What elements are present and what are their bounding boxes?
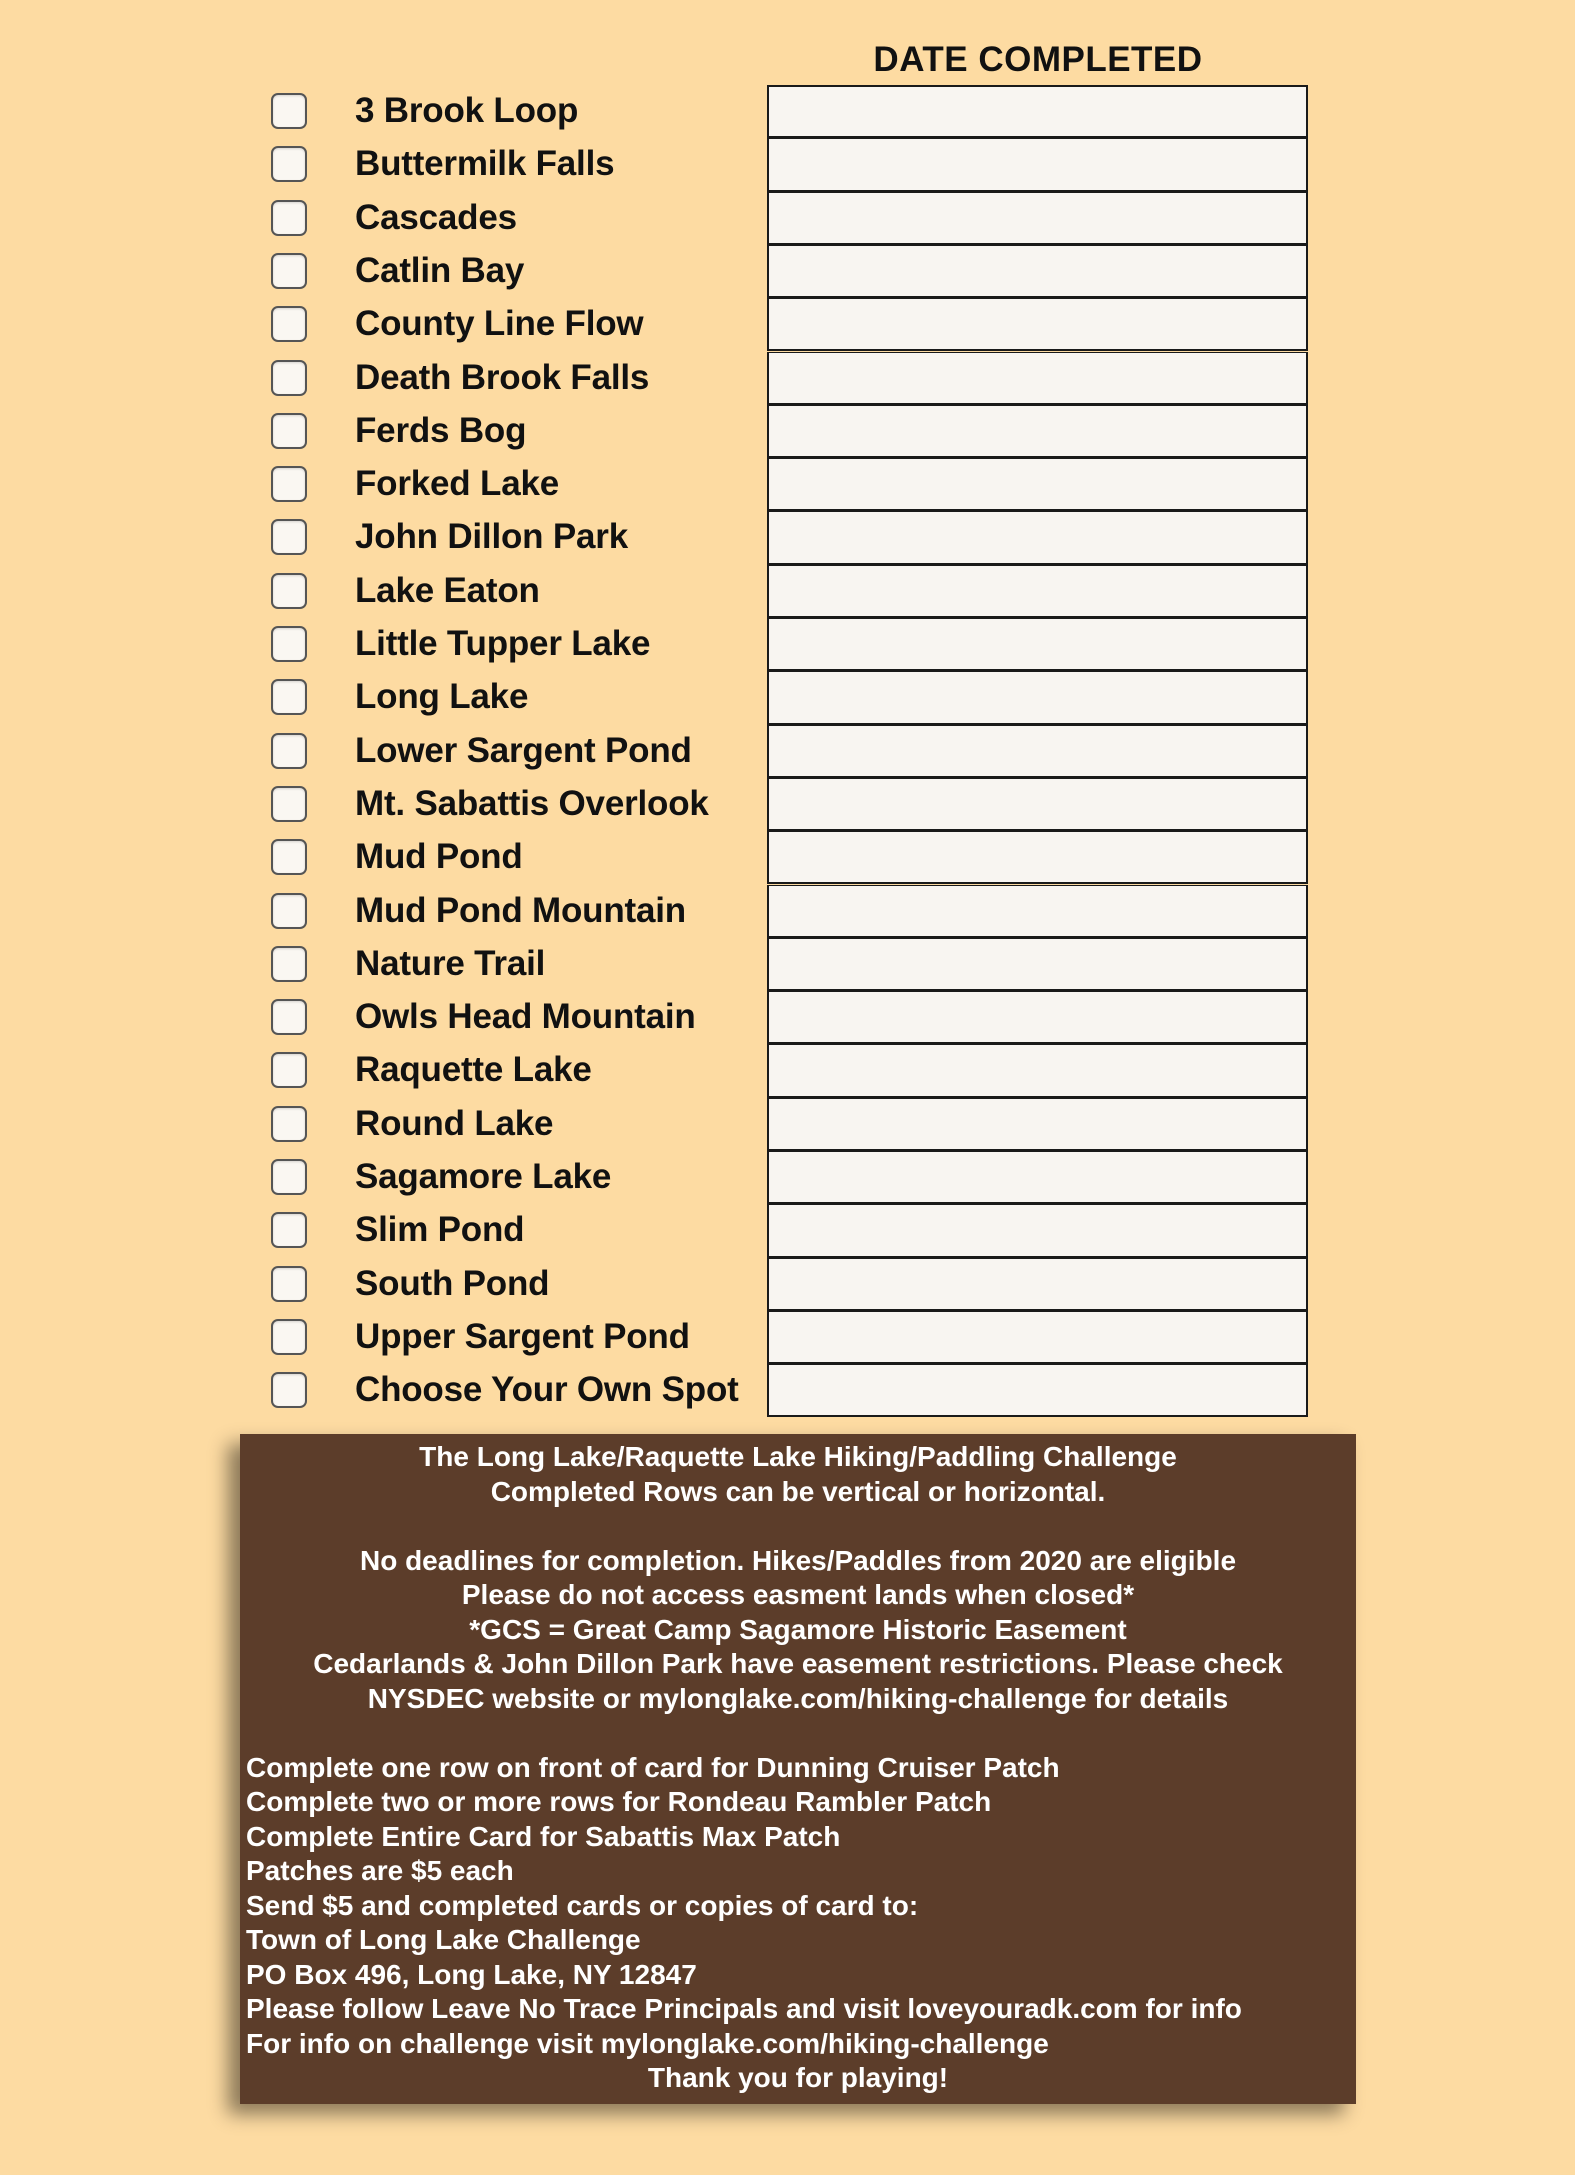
easement-closed-note: Please do not access easment lands when closed* bbox=[461, 1579, 1135, 1610]
date-field[interactable] bbox=[767, 1044, 1308, 1097]
rows-note: Completed Rows can be vertical or horizontal. bbox=[490, 1475, 1106, 1507]
date-field[interactable] bbox=[767, 725, 1308, 778]
patch-price: Patches are $5 each bbox=[246, 1855, 514, 1886]
location-label: Raquette Lake bbox=[355, 1050, 592, 1090]
challenge-info-link: For info on challenge visit mylonglake.com/hiking-challenge bbox=[246, 2027, 1049, 2059]
checklist-row bbox=[0, 1098, 1575, 1151]
gcs-note: *GCS = Great Camp Sagamore Historic Easement bbox=[469, 1613, 1127, 1645]
checkbox[interactable] bbox=[271, 413, 307, 449]
checkbox[interactable] bbox=[271, 1212, 307, 1248]
entire-card-patch: Complete Entire Card for Sabattis Max Patch bbox=[246, 1820, 841, 1852]
date-field[interactable] bbox=[767, 565, 1308, 618]
mailing-address: PO Box 496, Long Lake, NY 12847 bbox=[246, 1958, 697, 1990]
checkbox[interactable] bbox=[271, 573, 307, 609]
checkbox[interactable] bbox=[271, 786, 307, 822]
send-instructions: Send $5 and completed cards or copies of card to: bbox=[246, 1889, 919, 1921]
date-field[interactable] bbox=[767, 138, 1308, 191]
checkbox[interactable] bbox=[271, 999, 307, 1035]
date-field[interactable] bbox=[767, 1098, 1308, 1151]
checklist-row bbox=[0, 405, 1575, 458]
checkbox[interactable] bbox=[271, 253, 307, 289]
checklist-row bbox=[0, 192, 1575, 245]
checkbox[interactable] bbox=[271, 200, 307, 236]
date-field[interactable] bbox=[767, 85, 1308, 138]
location-label: Upper Sargent Pond bbox=[355, 1316, 690, 1356]
two-rows-patch: Complete two or more rows for Rondeau Rambler Patch bbox=[246, 1786, 992, 1817]
date-field[interactable] bbox=[767, 245, 1308, 298]
checkbox[interactable] bbox=[271, 839, 307, 875]
date-field[interactable] bbox=[767, 671, 1308, 724]
location-label: Death Brook Falls bbox=[355, 357, 650, 397]
checklist-row bbox=[0, 1151, 1575, 1204]
checkbox[interactable] bbox=[271, 1266, 307, 1302]
location-label: Choose Your Own Spot bbox=[355, 1370, 739, 1410]
date-completed-header: DATE COMPLETED bbox=[873, 40, 1203, 79]
date-field[interactable] bbox=[767, 511, 1308, 564]
checkbox[interactable] bbox=[271, 1319, 307, 1355]
location-label: County Line Flow bbox=[355, 304, 644, 344]
location-label: Mud Pond Mountain bbox=[355, 890, 686, 930]
checkbox[interactable] bbox=[271, 146, 307, 182]
checkbox[interactable] bbox=[271, 679, 307, 715]
location-label: Catlin Bay bbox=[355, 250, 525, 290]
location-label: Cascades bbox=[355, 197, 517, 237]
spacer bbox=[240, 1509, 1356, 1544]
checklist-row bbox=[0, 1311, 1575, 1364]
nysdec-note: NYSDEC website or mylonglake.com/hiking-challenge for details bbox=[367, 1682, 1229, 1714]
checklist-row bbox=[0, 671, 1575, 724]
checklist-row bbox=[0, 1258, 1575, 1311]
date-field[interactable] bbox=[767, 298, 1308, 351]
location-label: Long Lake bbox=[355, 677, 529, 717]
checklist-row bbox=[0, 885, 1575, 938]
checkbox[interactable] bbox=[271, 360, 307, 396]
date-field[interactable] bbox=[767, 885, 1308, 938]
date-field[interactable] bbox=[767, 352, 1308, 405]
restrictions-note: Cedarlands & John Dillon Park have easement restrictions. Please check bbox=[313, 1648, 1283, 1679]
location-label: Forked Lake bbox=[355, 464, 559, 504]
checkbox[interactable] bbox=[271, 1372, 307, 1408]
date-field[interactable] bbox=[767, 778, 1308, 831]
date-field[interactable] bbox=[767, 1258, 1308, 1311]
checklist-row bbox=[0, 831, 1575, 884]
one-row-patch: Complete one row on front of card for Dunning Cruiser Patch bbox=[246, 1751, 1060, 1783]
location-label: Ferds Bog bbox=[355, 410, 527, 450]
date-field[interactable] bbox=[767, 192, 1308, 245]
location-label: Buttermilk Falls bbox=[355, 144, 615, 184]
checklist-row bbox=[0, 85, 1575, 138]
checklist-row bbox=[0, 991, 1575, 1044]
leave-no-trace-note: Please follow Leave No Trace Principals and visit loveyouradk.com for info bbox=[246, 1993, 1242, 2024]
location-label: John Dillon Park bbox=[355, 517, 628, 557]
checkbox[interactable] bbox=[271, 1106, 307, 1142]
location-label: Round Lake bbox=[355, 1103, 554, 1143]
checklist-row bbox=[0, 565, 1575, 618]
date-field[interactable] bbox=[767, 1311, 1308, 1364]
location-label: Nature Trail bbox=[355, 943, 546, 983]
checklist-row bbox=[0, 778, 1575, 831]
date-field[interactable] bbox=[767, 1151, 1308, 1204]
checklist-row bbox=[0, 618, 1575, 671]
checkbox[interactable] bbox=[271, 466, 307, 502]
checkbox[interactable] bbox=[271, 306, 307, 342]
checklist-row bbox=[0, 352, 1575, 405]
checklist-row bbox=[0, 1044, 1575, 1097]
deadline-note: No deadlines for completion. Hikes/Paddles from 2020 are eligible bbox=[359, 1544, 1237, 1576]
date-field[interactable] bbox=[767, 405, 1308, 458]
date-field[interactable] bbox=[767, 458, 1308, 511]
mailing-name: Town of Long Lake Challenge bbox=[246, 1924, 641, 1955]
date-field[interactable] bbox=[767, 991, 1308, 1044]
checkbox[interactable] bbox=[271, 946, 307, 982]
location-label: Lake Eaton bbox=[355, 570, 540, 610]
date-field[interactable] bbox=[767, 831, 1308, 884]
checklist-row bbox=[0, 245, 1575, 298]
challenge-title: The Long Lake/Raquette Lake Hiking/Paddling Challenge bbox=[419, 1441, 1177, 1472]
checklist-row bbox=[0, 725, 1575, 778]
date-field[interactable] bbox=[767, 618, 1308, 671]
location-label: Slim Pond bbox=[355, 1210, 525, 1250]
checkbox[interactable] bbox=[271, 626, 307, 662]
checkbox[interactable] bbox=[271, 733, 307, 769]
location-label: 3 Brook Loop bbox=[355, 91, 579, 130]
checkbox[interactable] bbox=[271, 1052, 307, 1088]
location-label: Little Tupper Lake bbox=[355, 624, 651, 663]
location-label: Mud Pond bbox=[355, 837, 523, 877]
checklist-row bbox=[0, 938, 1575, 991]
checkbox[interactable] bbox=[271, 893, 307, 929]
checkbox[interactable] bbox=[271, 519, 307, 555]
checklist-row bbox=[0, 511, 1575, 564]
location-label: Lower Sargent Pond bbox=[355, 730, 692, 770]
location-label: Sagamore Lake bbox=[355, 1157, 612, 1196]
checklist-row bbox=[0, 298, 1575, 351]
checklist-row bbox=[0, 1364, 1575, 1417]
spacer bbox=[240, 1716, 1356, 1751]
date-field[interactable] bbox=[767, 1364, 1308, 1417]
checkbox[interactable] bbox=[271, 93, 307, 129]
location-label: Mt. Sabattis Overlook bbox=[355, 783, 709, 823]
checklist-row bbox=[0, 458, 1575, 511]
checklist-row bbox=[0, 1204, 1575, 1257]
checklist-row bbox=[0, 138, 1575, 191]
location-label: Owls Head Mountain bbox=[355, 997, 696, 1037]
challenge-info-panel bbox=[240, 1434, 1356, 2104]
date-field[interactable] bbox=[767, 938, 1308, 991]
thank-you: Thank you for playing! bbox=[647, 2062, 949, 2093]
location-label: South Pond bbox=[355, 1263, 550, 1303]
date-field[interactable] bbox=[767, 1204, 1308, 1257]
checkbox[interactable] bbox=[271, 1159, 307, 1195]
